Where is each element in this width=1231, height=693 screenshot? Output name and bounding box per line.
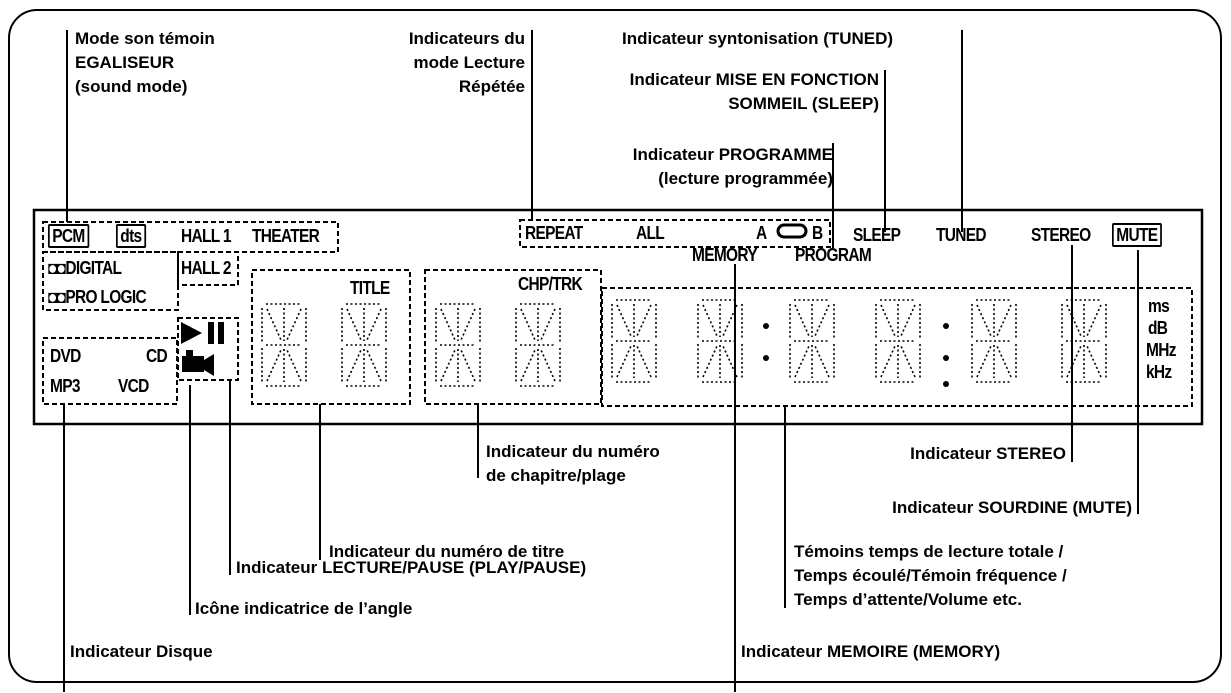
- seg-unit-khz: kHz: [1146, 362, 1172, 382]
- seg-b: B: [812, 223, 823, 243]
- seg-all: ALL: [636, 223, 665, 243]
- seg-dts: [116, 226, 146, 246]
- callout-sound-mode-line1: Mode son témoin: [75, 29, 215, 48]
- digit-cells: [262, 300, 1106, 386]
- digit-cell: [436, 304, 480, 386]
- callout-memory-line1: Indicateur MEMOIRE (MEMORY): [741, 642, 1001, 661]
- seg-mp3: MP3: [50, 376, 80, 396]
- digit-cell: [342, 304, 386, 386]
- seg-theater: THEATER: [252, 226, 320, 246]
- seg-unit-db: dB: [1148, 318, 1168, 338]
- seg-unit-mhz: MHz: [1146, 340, 1176, 360]
- seg-program: PROGRAM: [795, 245, 872, 265]
- time-box: [602, 288, 1192, 406]
- callout-program-line1: Indicateur PROGRAMME: [632, 145, 833, 164]
- seg-repeat: REPEAT: [525, 223, 583, 243]
- seg-vcd: VCD: [118, 376, 149, 396]
- callout-repeat-line2: mode Lecture: [413, 53, 525, 72]
- callout-tuned-line1: Indicateur syntonisation (TUNED): [622, 29, 894, 48]
- callout-program-line2: (lecture programmée): [658, 169, 833, 188]
- callout-disc-line1: Indicateur Disque: [70, 642, 213, 661]
- callout-mute-line1: Indicateur SOURDINE (MUTE): [892, 498, 1132, 517]
- seg-pcm: [48, 226, 89, 246]
- seg-chp-trk: CHP/TRK: [518, 274, 582, 294]
- callout-title-line1: Indicateur du numéro de titre: [329, 542, 565, 561]
- callout-repeat-line3: Répétée: [458, 77, 525, 96]
- seg-mute: [1112, 225, 1162, 245]
- camera-angle-icon: [182, 350, 214, 376]
- seg-dts-text: dts: [116, 224, 146, 248]
- dolby-icon: ◘◘: [48, 258, 66, 278]
- callout-tuned: [622, 27, 893, 51]
- callout-time-line3: Temps d’attente/Volume etc.: [794, 590, 1022, 609]
- digit-cell: [972, 300, 1016, 382]
- seg-sleep: SLEEP: [853, 225, 901, 245]
- seg-dolby-digital-text: DIGITAL: [65, 258, 122, 278]
- seg-tuned: TUNED: [936, 225, 986, 245]
- seg-hall1: HALL 1: [181, 226, 231, 246]
- digit-cell: [790, 300, 834, 382]
- callout-time: [794, 540, 1067, 612]
- callout-repeat-line1: Indicateurs du: [408, 29, 525, 48]
- seg-memory: MEMORY: [692, 245, 757, 265]
- callout-angle: [195, 597, 412, 621]
- digit-cell: [876, 300, 920, 382]
- seg-dolby-digital: [48, 258, 121, 278]
- seg-mute-text: MUTE: [1112, 223, 1162, 247]
- seg-title: TITLE: [350, 278, 390, 298]
- digit-separators: [763, 323, 949, 387]
- seg-cd: CD: [146, 346, 167, 366]
- seg-a: A: [756, 223, 767, 243]
- callout-program: [633, 143, 833, 191]
- callout-chapter-line2: de chapitre/plage: [486, 466, 626, 485]
- digit-cell: [612, 300, 656, 382]
- seg-pcm-text: PCM: [48, 224, 89, 248]
- digit-cell: [262, 304, 306, 386]
- callout-mute: [892, 496, 1132, 520]
- callout-disc: [70, 640, 213, 664]
- callout-sound-mode-line3: (sound mode): [75, 77, 188, 96]
- callout-sleep: [630, 68, 879, 116]
- callout-sound-mode: [75, 27, 215, 99]
- callout-repeat-mode: [409, 27, 525, 99]
- seg-unit-ms: ms: [1148, 296, 1170, 316]
- seg-dolby-prologic-text: PRO LOGIC: [65, 287, 147, 307]
- callout-play-pause-line1: Indicateur LECTURE/PAUSE (PLAY/PAUSE): [236, 558, 587, 577]
- callout-time-line2: Temps écoulé/Témoin fréquence /: [794, 566, 1067, 585]
- callout-time-line1: Témoins temps de lecture totale /: [794, 542, 1064, 561]
- seg-hall2: HALL 2: [181, 258, 231, 278]
- callout-stereo-line1: Indicateur STEREO: [910, 444, 1066, 463]
- callout-chapter-track: [486, 440, 660, 488]
- repeat-loop-icon: [778, 225, 806, 237]
- seg-dolby-prologic: [48, 287, 146, 307]
- callout-memory: [741, 640, 1000, 664]
- seg-dvd: DVD: [50, 346, 81, 366]
- callout-sound-mode-line2: EGALISEUR: [75, 53, 175, 72]
- callout-angle-line1: Icône indicatrice de l’angle: [195, 599, 413, 618]
- callout-chapter-line1: Indicateur du numéro: [486, 442, 660, 461]
- callout-sleep-line2: SOMMEIL (SLEEP): [728, 94, 879, 113]
- callout-stereo: [910, 442, 1066, 466]
- dolby-prologic-icon: ◘◘: [48, 287, 66, 307]
- callout-sleep-line1: Indicateur MISE EN FONCTION: [629, 70, 879, 89]
- group-boxes: [43, 220, 1192, 406]
- seg-stereo: STEREO: [1031, 225, 1091, 245]
- play-pause-icon: [181, 322, 224, 344]
- digit-cell: [516, 304, 560, 386]
- digit-cell: [1062, 300, 1106, 382]
- callout-play-pause: [236, 556, 586, 580]
